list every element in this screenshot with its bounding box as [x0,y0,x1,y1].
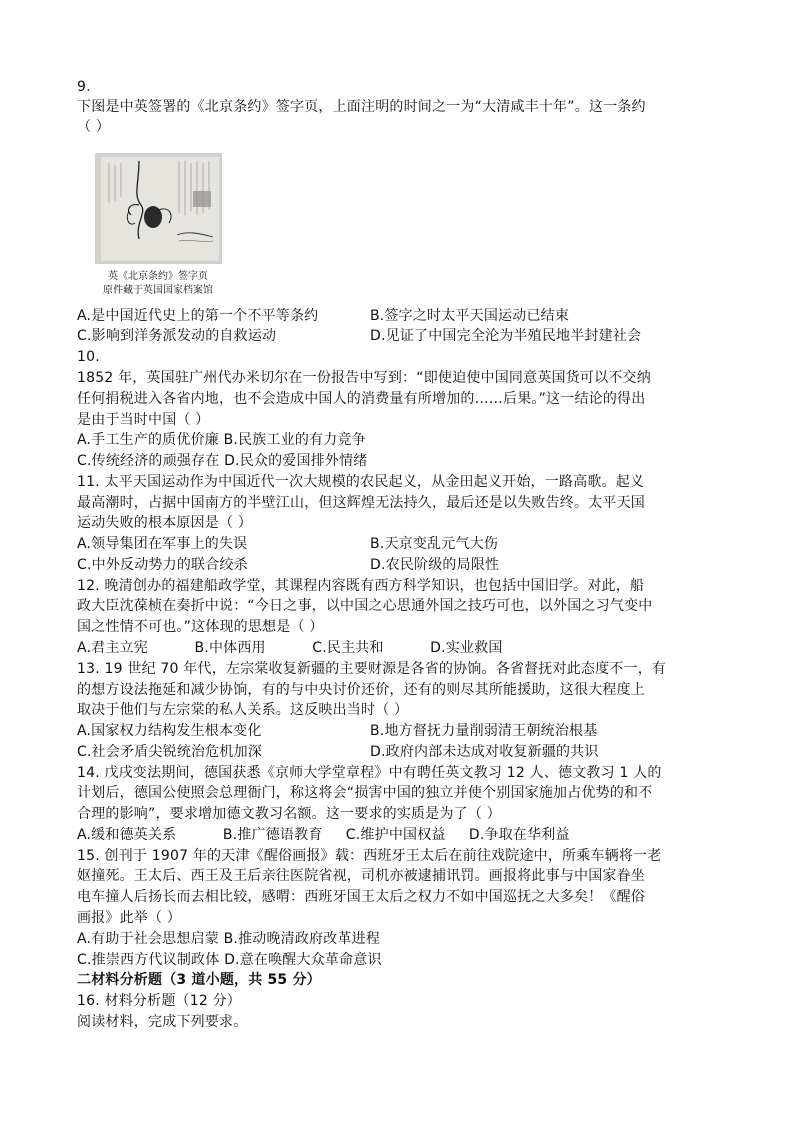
section-heading: 二材料分析题（3 道小题，共 55 分） [77,972,321,988]
q10-stem-line2: 任何捐税进入各省内地，也不会造成中国人的消费量有所增加的……后果。”这一结论的得出 [77,391,646,407]
q13-option-c: C.社会矛盾尖锐统治危机加深 [77,744,263,760]
q16-instruction: 阅读材料，完成下列要求。 [77,1014,248,1030]
q9-number: 9. [77,79,91,95]
q9-option-d: D.见证了中国完全沦为半殖民地半封建社会 [370,328,642,344]
q12-stem-line3: 国之性情不可也。”这体现的思想是（ ） [77,619,324,635]
q16-title: 16. 材料分析题（12 分） [77,993,241,1009]
q11-option-c: C.中外反动势力的联合绞杀 [77,557,248,573]
q11-stem-line1: 11. 太平天国运动作为中国近代一次大规模的农民起义，从金田起义开始，一路高歌。起义 [77,474,645,490]
q13-stem-line1: 13. 19 世纪 70 年代，左宗棠收复新疆的主要财源是各省的协饷。各省督抚对此态度不一，有 [77,661,667,677]
q9-option-c: C.影响到洋务派发动的自救运动 [77,328,277,344]
q14-options: A.缓和德英关系 B.推广德语教育 C.维护中国权益 D.争取在华利益 [77,827,570,843]
q10-options-ab: A.手工生产的质优价廉 B.民族工业的有力竞争 [77,432,366,448]
treaty-document-illustration [95,153,222,264]
treaty-signature-page-image [95,153,222,264]
q14-stem-line1: 14. 戊戌变法期间，德国获悉《京师大学堂章程》中有聘任英文教习 12 人、德文教习 1 人的 [77,765,662,781]
q14-stem-line2: 计划后，德国公使照会总理衙门，称这将会“损害中国的独立并使个别国家施加占优势的和不 [77,785,653,801]
q13-option-d: D.政府内部未达成对收复新疆的共识 [370,744,599,760]
q13-stem-line3: 取决于他们与左宗棠的私人关系。这反映出当时（ ） [77,702,409,718]
q10-stem-line3: 是由于当时中国（ ） [77,412,210,428]
q13-option-a: A.国家权力结构发生根本变化 [77,723,262,739]
q12-stem-line1: 12. 晚清创办的福建船政学堂，其课程内容既有西方科学知识，也包括中国旧学。对此，船 [77,578,645,594]
q12-options: A.君主立宪 B.中体西用 C.民主共和 D.实业救国 [77,640,503,656]
q11-option-d: D.农民阶级的局限性 [370,557,500,573]
q12-stem-line2: 政大臣沈葆桢在奏折中说：“今日之事，以中国之心思通外国之技巧可也，以外国之习气变中 [77,598,653,614]
q10-number: 10. [77,349,100,365]
q15-stem-line3: 电车撞人后扬长而去相比较，感喟：西班牙国王太后之权力不如中国巡抚之大多矣！《醒俗 [77,889,645,905]
q15-options-cd: C.推崇西方代议制政体 D.意在唤醒大众革命意识 [77,952,382,968]
q14-stem-line3: 合理的影响”，要求增加德文教习名额。这一要求的实质是为了（ ） [77,806,501,822]
q9-option-b: B.签字之时太平天国运动已结束 [370,308,570,324]
q11-stem-line2: 最高潮时，占据中国南方的半壁江山，但这辉煌无法持久，最后还是以失败告终。太平天国 [77,495,645,511]
q9-option-a: A.是中国近代史上的第一个不平等条约 [77,308,319,324]
figure-caption-source: 原件藏于英国国家档案馆 [103,285,213,296]
figure-caption-title: 英《北京条约》签字页 [108,271,208,282]
q15-stem-line4: 画报》此举（ ） [77,910,182,926]
q15-stem-line1: 15. 创刊于 1907 年的天津《醒俗画报》载：西班牙王太后在前往戏院途中，所乘车辆将一老 [77,848,662,864]
q9-stem-line2: （ ） [77,119,111,135]
q10-options-cd: C.传统经济的顽强存在 D.民众的爱国排外情绪 [77,453,368,469]
q10-stem-line1: 1852 年，英国驻广州代办米切尔在一份报告中写到：“即使迫使中国同意英国货可以不交纳 [77,370,651,386]
q13-option-b: B.地方督抚力量削弱清王朝统治根基 [370,723,598,739]
q15-options-ab: A.有助于社会思想启蒙 B.推动晚清政府改革进程 [77,931,381,947]
q11-option-b: B.天京变乱元气大伤 [370,536,499,552]
q13-stem-line2: 的想方设法拖延和减少协饷，有的与中央讨价还价，还有的则尽其所能援助，这很大程度上 [77,682,645,698]
q9-stem-line1: 下图是中英签署的《北京条约》签字页，上面注明的时间之一为“大清咸丰十年”。这一条约 [77,99,646,115]
q11-stem-line3: 运动失败的根本原因是（ ） [77,515,253,531]
q11-option-a: A.领导集团在军事上的失误 [77,536,248,552]
q15-stem-line2: 妪撞死。王太后、西王及王后亲往医院省视，司机亦被逮捕讯罚。画报将此事与中国家眷坐 [77,868,645,884]
